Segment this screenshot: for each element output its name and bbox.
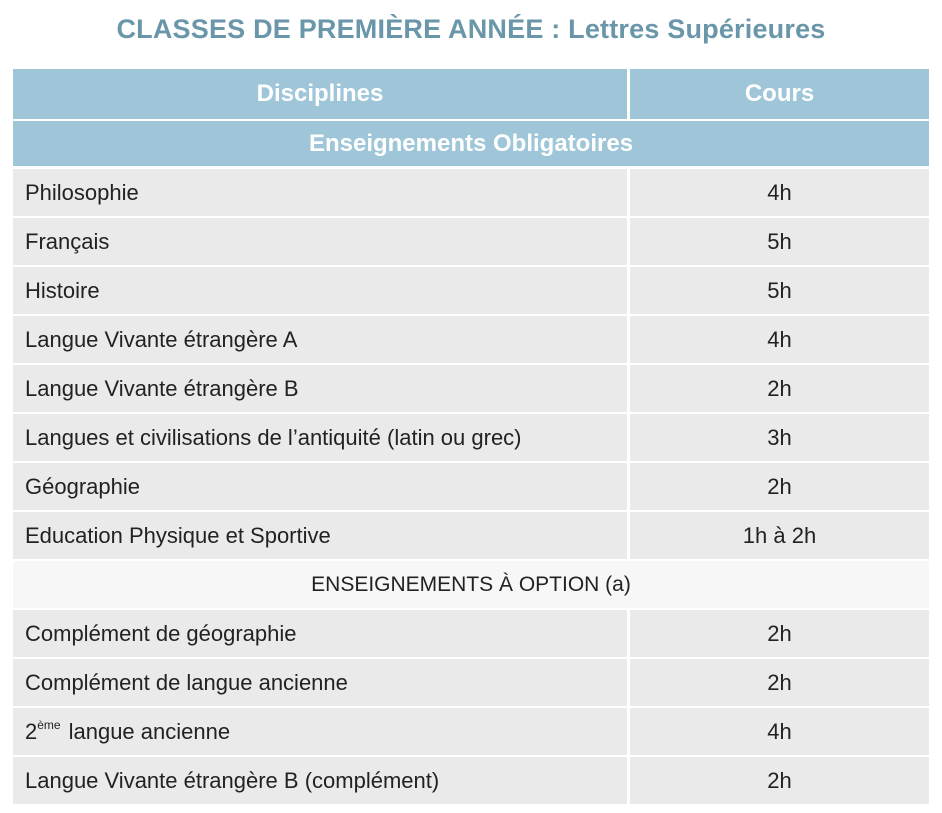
section-heading-row bbox=[13, 121, 929, 169]
page-title: CLASSES DE PREMIÈRE ANNÉE : Lettres Supérieures bbox=[116, 14, 826, 44]
table-row bbox=[13, 659, 929, 708]
table-row bbox=[13, 169, 929, 218]
discipline-cell: Langue Vivante étrangère B (complément) bbox=[13, 757, 630, 806]
hours-cell: 2h bbox=[630, 757, 929, 806]
ordinal-number: 2 bbox=[25, 719, 38, 744]
discipline-cell: Langue Vivante étrangère A bbox=[13, 316, 630, 365]
discipline-cell: Histoire bbox=[13, 267, 630, 316]
hours-cell: 3h bbox=[630, 414, 929, 463]
hours-cell: 2h bbox=[630, 610, 929, 659]
hours-cell: 2h bbox=[630, 659, 929, 708]
table-row bbox=[13, 218, 929, 267]
discipline-cell: Langues et civilisations de l’antiquité (latin ou grec) bbox=[13, 414, 630, 463]
table-row bbox=[13, 708, 929, 757]
schedule-table bbox=[13, 69, 929, 806]
table-row bbox=[13, 365, 929, 414]
hours-cell: 4h bbox=[630, 708, 929, 757]
column-header-disciplines: Disciplines bbox=[13, 69, 630, 121]
discipline-cell bbox=[13, 708, 630, 757]
table-row bbox=[13, 414, 929, 463]
hours-cell: 5h bbox=[630, 218, 929, 267]
table-row bbox=[13, 463, 929, 512]
hours-cell: 4h bbox=[630, 169, 929, 218]
hours-cell: 2h bbox=[630, 463, 929, 512]
discipline-cell: Philosophie bbox=[13, 169, 630, 218]
discipline-cell: Français bbox=[13, 218, 630, 267]
table-row bbox=[13, 610, 929, 659]
table-row bbox=[13, 267, 929, 316]
table-row bbox=[13, 316, 929, 365]
hours-cell: 2h bbox=[630, 365, 929, 414]
section-heading-row bbox=[13, 561, 929, 610]
discipline-cell: Complément de géographie bbox=[13, 610, 630, 659]
hours-cell: 4h bbox=[630, 316, 929, 365]
ordinal-suffix: ème bbox=[37, 718, 61, 732]
discipline-cell: Complément de langue ancienne bbox=[13, 659, 630, 708]
discipline-text: langue ancienne bbox=[68, 719, 231, 744]
hours-cell: 5h bbox=[630, 267, 929, 316]
table-header-row bbox=[13, 69, 929, 121]
discipline-cell: Géographie bbox=[13, 463, 630, 512]
table-row bbox=[13, 757, 929, 806]
column-header-cours: Cours bbox=[630, 69, 929, 121]
discipline-cell: Langue Vivante étrangère B bbox=[13, 365, 630, 414]
discipline-cell: Education Physique et Sportive bbox=[13, 512, 630, 561]
hours-cell: 1h à 2h bbox=[630, 512, 929, 561]
section-heading-optional: ENSEIGNEMENTS À OPTION (a) bbox=[13, 561, 929, 610]
table-row bbox=[13, 512, 929, 561]
section-heading-mandatory: Enseignements Obligatoires bbox=[13, 121, 929, 169]
